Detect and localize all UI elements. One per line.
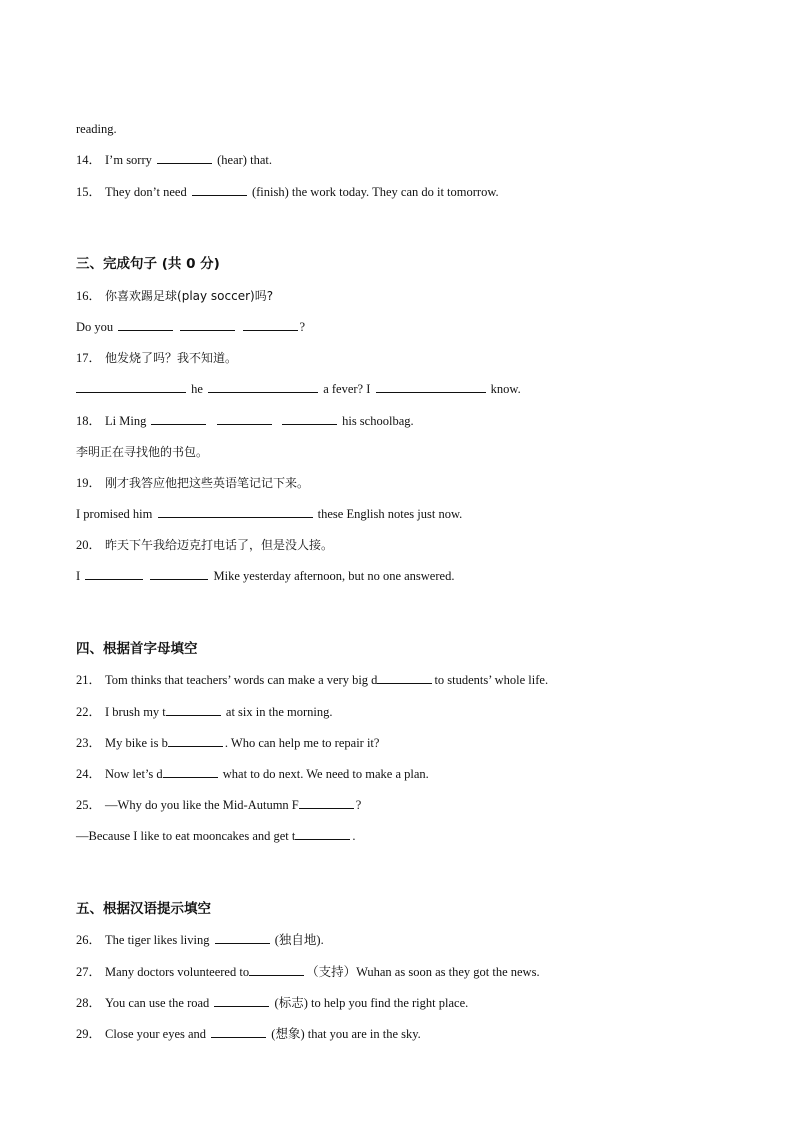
question-text: a fever? I xyxy=(323,382,371,396)
chinese-prompt: 他发烧了吗？我不知道。 xyxy=(105,351,238,365)
question-text: to students’ whole life. xyxy=(434,673,549,687)
answer-blank[interactable] xyxy=(208,381,318,393)
question-text: . xyxy=(352,829,356,843)
question-text: （支持）Wuhan as soon as they got the news. xyxy=(306,965,540,979)
chinese-prompt: 刚才我答应他把这些英语笔记记下来。 xyxy=(105,476,310,490)
question-20 xyxy=(76,537,333,553)
answer-line xyxy=(76,828,356,844)
question-14 xyxy=(76,152,272,168)
question-text: ? xyxy=(299,320,306,334)
question-text: The tiger likes living xyxy=(105,933,210,947)
question-text: —Why do you like the Mid-Autumn F xyxy=(105,798,299,812)
question-text: My bike is b xyxy=(105,736,168,750)
question-24 xyxy=(76,766,429,782)
answer-blank[interactable] xyxy=(163,766,218,778)
question-text: Tom thinks that teachers’ words can make a very big d xyxy=(105,673,378,687)
answer-line xyxy=(76,381,521,397)
answer-blank[interactable] xyxy=(192,184,247,196)
answer-blank[interactable] xyxy=(151,413,206,425)
question-number: 27． xyxy=(76,965,102,979)
question-25 xyxy=(76,797,361,813)
question-text: what to do next. We need to make a plan. xyxy=(222,767,429,781)
question-number: 24． xyxy=(76,767,102,781)
question-29 xyxy=(76,1026,421,1042)
question-18 xyxy=(76,413,414,429)
answer-blank[interactable] xyxy=(282,413,337,425)
answer-blank[interactable] xyxy=(214,995,269,1007)
answer-blank[interactable] xyxy=(215,932,270,944)
question-text: I’m sorry xyxy=(105,153,152,167)
question-number: 15． xyxy=(76,185,102,199)
question-27 xyxy=(76,964,540,980)
chinese-prompt: 昨天下午我给迈克打电话了，但是没人接。 xyxy=(105,538,334,552)
question-number: 21． xyxy=(76,673,102,687)
question-21 xyxy=(76,672,548,688)
answer-blank[interactable] xyxy=(243,319,298,331)
chinese-line xyxy=(76,444,208,460)
chinese-prompt: 你喜欢踢足球(play soccer)吗? xyxy=(105,289,274,303)
answer-blank[interactable] xyxy=(249,964,304,976)
question-text: Mike yesterday afternoon, but no one answered. xyxy=(213,569,455,583)
question-text: You can use the road xyxy=(105,996,210,1010)
question-number: 18． xyxy=(76,414,102,428)
answer-blank[interactable] xyxy=(376,381,486,393)
question-text: (finish) the work today. They can do it tomorrow. xyxy=(251,185,499,199)
question-number: 23． xyxy=(76,736,102,750)
question-number: 28． xyxy=(76,996,102,1010)
question-text: (独自地). xyxy=(274,933,324,947)
question-text: his schoolbag. xyxy=(342,414,414,428)
answer-blank[interactable] xyxy=(118,319,173,331)
question-text: (hear) that. xyxy=(217,153,272,167)
section-heading-4: 四、根据首字母填空 xyxy=(76,641,198,657)
answer-line xyxy=(76,319,305,335)
chinese-prompt: 李明正在寻找他的书包。 xyxy=(76,445,209,459)
question-text: Now let’s d xyxy=(105,767,163,781)
answer-blank[interactable] xyxy=(299,797,354,809)
answer-blank[interactable] xyxy=(377,672,432,684)
question-text: Do you xyxy=(76,320,114,334)
question-text: at six in the morning. xyxy=(225,705,333,719)
question-number: 22． xyxy=(76,705,102,719)
question-text: (标志) to help you find the right place. xyxy=(274,996,469,1010)
answer-blank[interactable] xyxy=(150,568,208,580)
question-16 xyxy=(76,288,273,304)
section-heading-3: 三、完成句子 (共 0 分) xyxy=(76,256,220,272)
line-text: reading. xyxy=(76,122,117,136)
question-text: I xyxy=(76,569,81,583)
answer-blank[interactable] xyxy=(211,1026,266,1038)
question-number: 20． xyxy=(76,538,102,552)
question-23 xyxy=(76,735,379,751)
question-text: . Who can help me to repair it? xyxy=(224,736,380,750)
question-22 xyxy=(76,704,333,720)
answer-blank[interactable] xyxy=(168,735,223,747)
text-line xyxy=(76,121,117,137)
question-text: I brush my t xyxy=(105,705,166,719)
question-number: 16． xyxy=(76,289,102,303)
section-heading-5: 五、根据汉语提示填空 xyxy=(76,901,211,917)
question-text: know. xyxy=(490,382,521,396)
question-text: I promised him xyxy=(76,507,153,521)
answer-blank[interactable] xyxy=(217,413,272,425)
answer-blank[interactable] xyxy=(166,704,221,716)
question-text: Close your eyes and xyxy=(105,1027,207,1041)
question-text: (想象) that you are in the sky. xyxy=(271,1027,421,1041)
question-number: 19． xyxy=(76,476,102,490)
answer-blank[interactable] xyxy=(157,152,212,164)
question-text: he xyxy=(191,382,203,396)
question-text: They don’t need xyxy=(105,185,187,199)
question-number: 17． xyxy=(76,351,102,365)
question-text: Many doctors volunteered to xyxy=(105,965,250,979)
question-17 xyxy=(76,350,237,366)
question-text: these English notes just now. xyxy=(317,507,463,521)
question-number: 25． xyxy=(76,798,102,812)
question-15 xyxy=(76,184,499,200)
question-number: 29． xyxy=(76,1027,102,1041)
question-number: 26． xyxy=(76,933,102,947)
answer-line xyxy=(76,506,462,522)
question-text: Li Ming xyxy=(105,414,147,428)
question-text: ? xyxy=(355,798,362,812)
question-28 xyxy=(76,995,468,1011)
answer-line xyxy=(76,568,454,584)
question-19 xyxy=(76,475,309,491)
answer-blank[interactable] xyxy=(76,381,186,393)
answer-blank[interactable] xyxy=(295,828,350,840)
question-number: 14． xyxy=(76,153,102,167)
answer-blank[interactable] xyxy=(85,568,143,580)
question-text: —Because I like to eat mooncakes and get t xyxy=(76,829,296,843)
answer-blank[interactable] xyxy=(180,319,235,331)
answer-blank[interactable] xyxy=(158,506,313,518)
question-26 xyxy=(76,932,324,948)
